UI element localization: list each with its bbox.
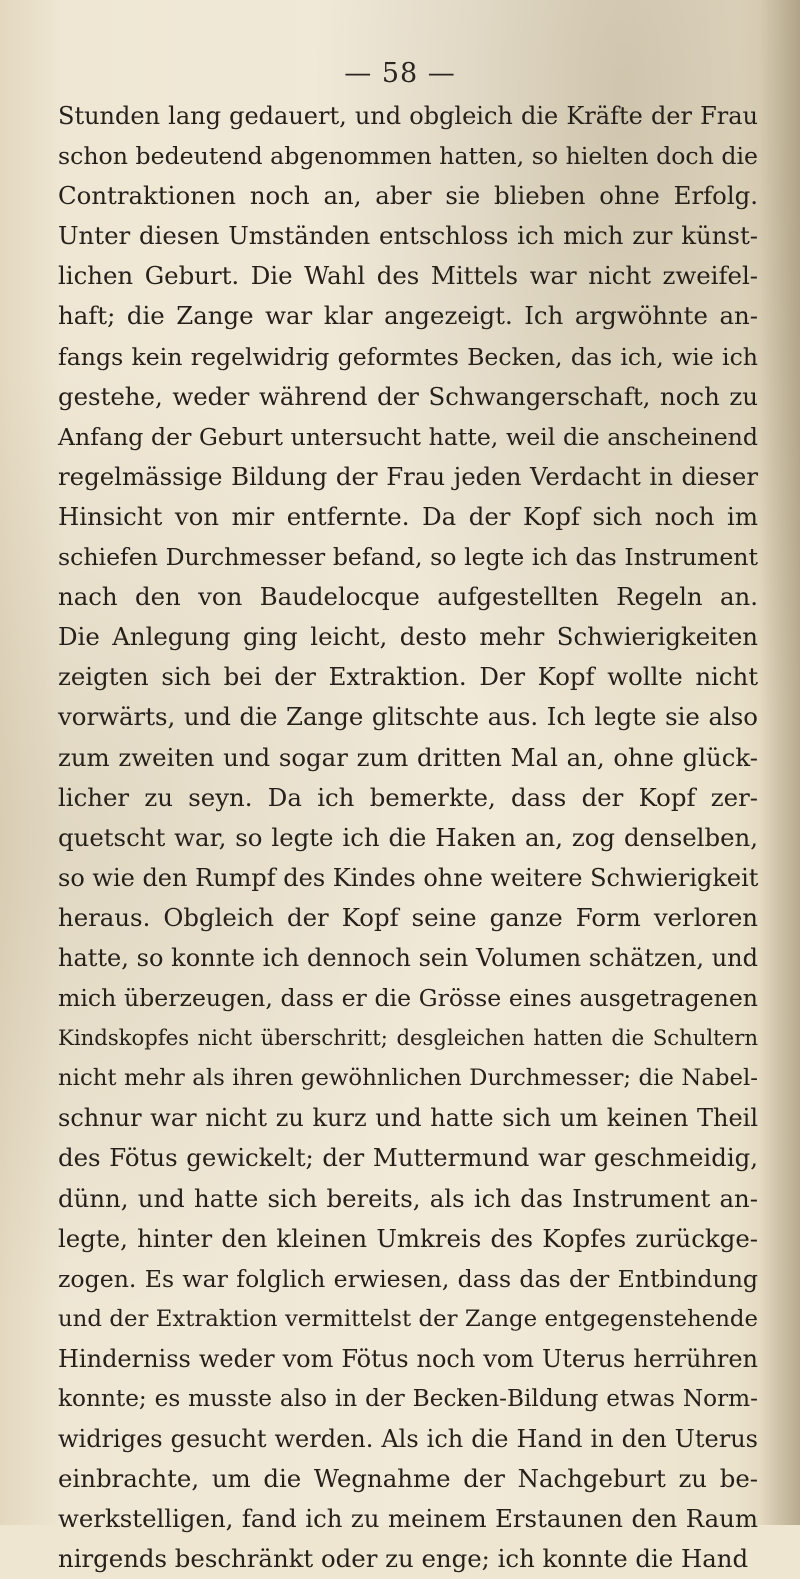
text-line: vorwärts, und die Zange glitschte aus. Ich legte sie also xyxy=(58,702,758,732)
text-line: zum zweiten und sogar zum dritten Mal an, ohne glück- xyxy=(58,742,758,772)
text-line: einbrachte, um die Wegnahme der Nachgeburt zu be- xyxy=(58,1464,758,1494)
text-line: Contraktionen noch an, aber sie blieben ohne Erfolg. xyxy=(58,181,758,211)
text-line: legte, hinter den kleinen Umkreis des Kopfes zurückge- xyxy=(58,1223,758,1253)
text-line: Stunden lang gedauert, und obgleich die Kräfte der Frau xyxy=(58,102,758,130)
text-line: nach den von Baudelocque aufgestellten Regeln an. xyxy=(58,582,758,612)
text-line: des Fötus gewickelt; der Muttermund war geschmeidig, xyxy=(58,1143,758,1173)
text-line: zeigten sich bei der Extraktion. Der Kopf wollte nicht xyxy=(58,662,758,692)
text-line: Kindskopfes nicht überschritt; desgleichen hatten die Schultern xyxy=(58,1025,758,1051)
text-line: haft; die Zange war klar angezeigt. Ich argwöhnte an- xyxy=(58,301,758,331)
text-line: lichen Geburt. Die Wahl des Mittels war nicht zweifel- xyxy=(58,261,758,291)
text-line: werkstelligen, fand ich zu meinem Erstaunen den Raum xyxy=(58,1504,758,1534)
text-line: licher zu seyn. Da ich bemerkte, dass der Kopf zer- xyxy=(58,782,758,812)
text-line: Die Anlegung ging leicht, desto mehr Schwierigkeiten xyxy=(58,622,758,652)
page-number: — 58 — xyxy=(344,58,456,89)
text-line: Unter diesen Umständen entschloss ich mich zur künst- xyxy=(58,221,758,251)
text-line: zogen. Es war folglich erwiesen, dass das der Entbindung xyxy=(58,1264,758,1293)
text-line: konnte; es musste also in der Becken-Bildung etwas Norm- xyxy=(58,1385,758,1412)
text-line: mich überzeugen, dass er die Grösse eines ausgetragenen xyxy=(58,984,758,1013)
text-line: quetscht war, so legte ich die Haken an, zog denselben, xyxy=(58,822,758,852)
text-line: Anfang der Geburt untersucht hatte, weil die anscheinend xyxy=(58,422,758,451)
page-edge-shadow xyxy=(760,0,800,1525)
body-text xyxy=(58,96,758,1579)
text-line: so wie den Rumpf des Kindes ohne weitere Schwierigkeit xyxy=(58,863,759,892)
text-line: und der Extraktion vermittelst der Zange entgegenstehende xyxy=(58,1305,758,1332)
text-line: fangs kein regelwidrig geformtes Becken, das ich, wie ich xyxy=(58,342,758,371)
text-line: gestehe, weder während der Schwangerschaft, noch zu xyxy=(58,381,758,411)
text-line: schon bedeutend abgenommen hatten, so hielten doch die xyxy=(58,142,758,171)
text-line: schiefen Durchmesser befand, so legte ich das Instrument xyxy=(58,543,758,572)
text-line: schnur war nicht zu kurz und hatte sich um keinen Theil xyxy=(58,1104,758,1133)
text-line: nirgends beschränkt oder zu enge; ich konnte die Hand xyxy=(58,1544,749,1574)
text-line: regelmässige Bildung der Frau jeden Verdacht in dieser xyxy=(58,461,758,491)
text-line: widriges gesucht werden. Als ich die Hand in den Uterus xyxy=(58,1425,758,1454)
text-line: nicht mehr als ihren gewöhnlichen Durchmesser; die Nabel- xyxy=(58,1065,758,1092)
text-line: heraus. Obgleich der Kopf seine ganze Form verloren xyxy=(58,902,758,932)
text-line: hatte, so konnte ich dennoch sein Volumen schätzen, und xyxy=(58,943,758,972)
text-line: dünn, und hatte sich bereits, als ich das Instrument an- xyxy=(58,1183,758,1213)
text-line: Hinsicht von mir entfernte. Da der Kopf sich noch im xyxy=(58,501,758,531)
text-line: Hinderniss weder vom Fötus noch vom Uterus herrühren xyxy=(58,1344,758,1373)
